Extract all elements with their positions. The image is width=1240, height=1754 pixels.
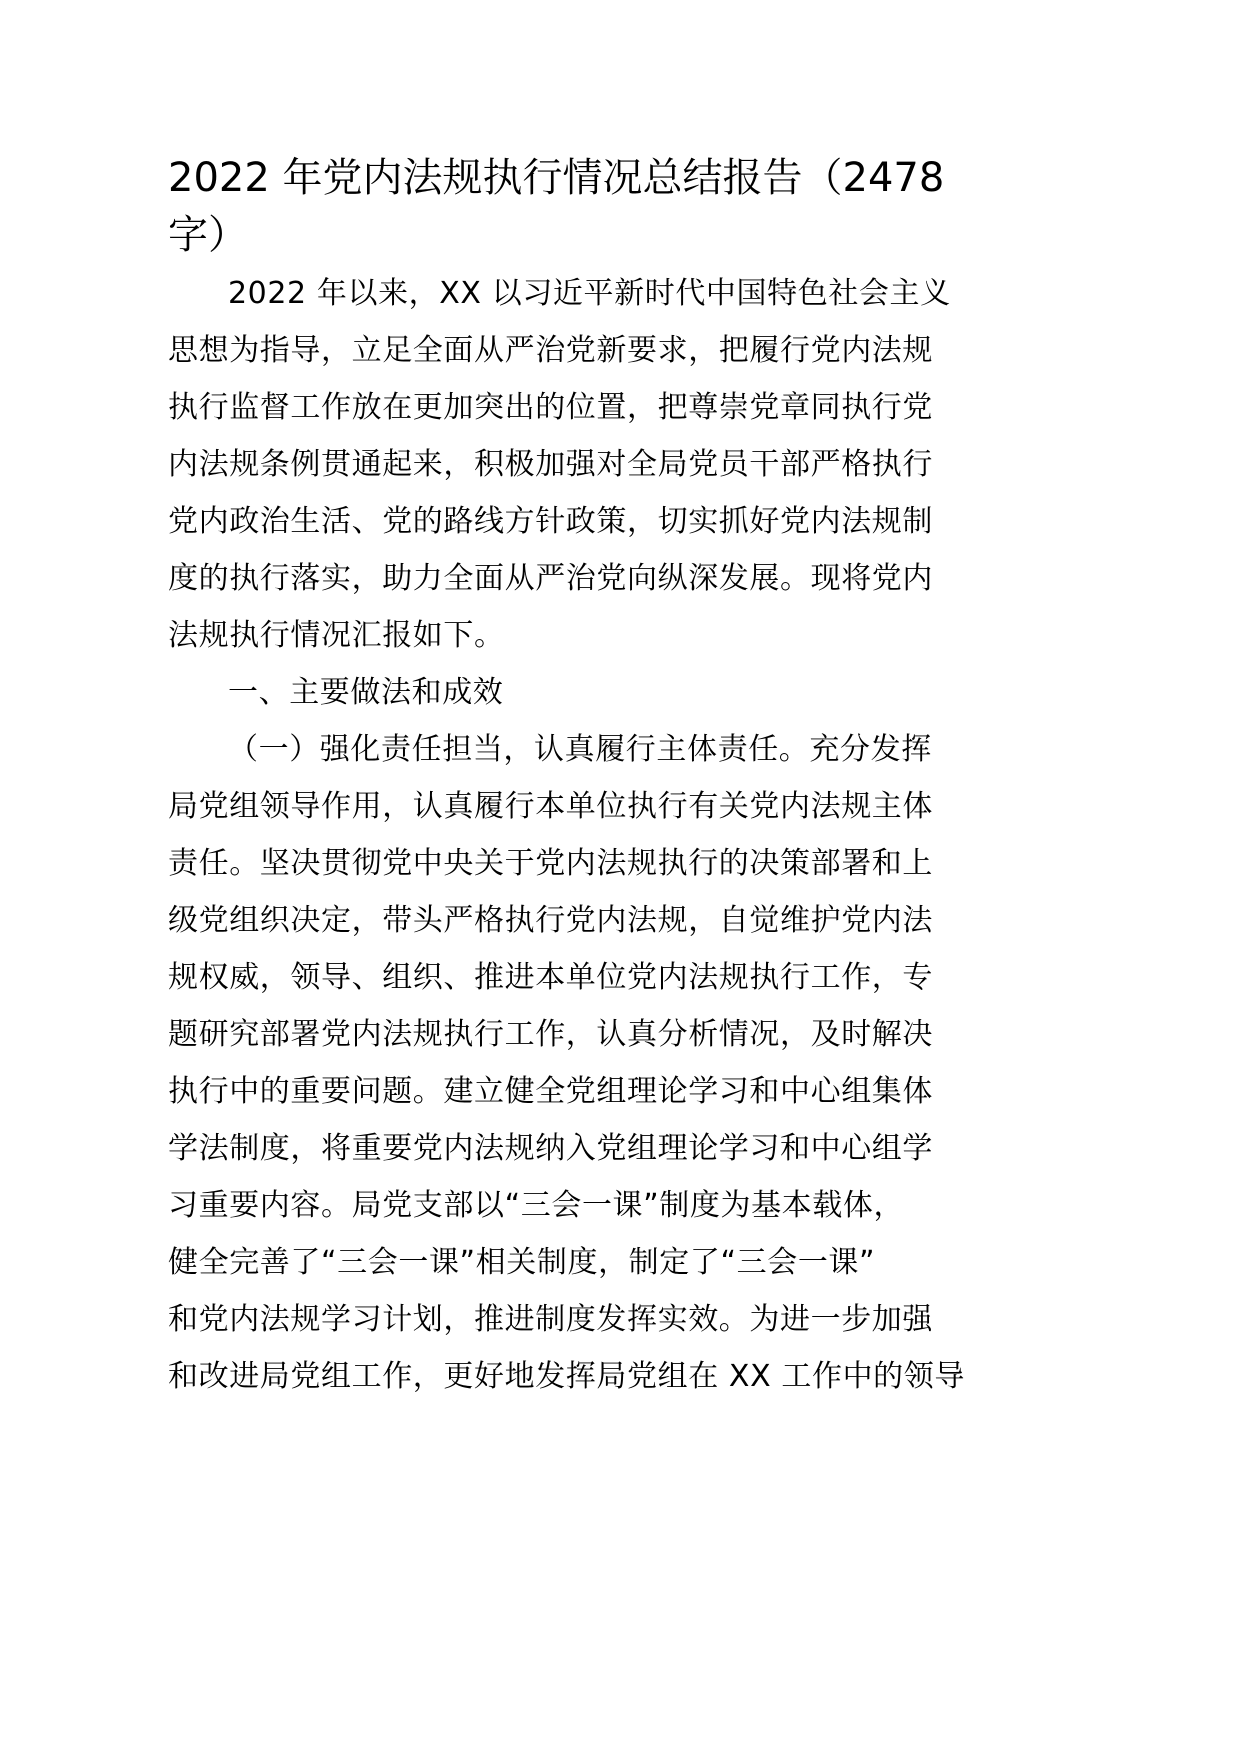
intro-paragraph-line: 度的执行落实，助力全面从严治党向纵深发展。现将党内 [168, 561, 933, 596]
intro-paragraph-line: 党内政治生活、党的路线方针政策，切实抓好党内法规制 [168, 504, 933, 539]
intro-paragraph-line: 执行监督工作放在更加突出的位置，把尊崇党章同执行党 [168, 390, 933, 425]
intro-paragraph-line: 2022 年以来，XX 以习近平新时代中国特色社会主义 [228, 276, 951, 311]
section-paragraph-line: 级党组织决定，带头严格执行党内法规，自觉维护党内法 [168, 903, 933, 938]
section-paragraph-line: （一）强化责任担当，认真履行主体责任。充分发挥 [228, 732, 932, 767]
section-paragraph-line: 责任。坚决贯彻党中央关于党内法规执行的决策部署和上 [168, 846, 933, 881]
intro-paragraph-line: 法规执行情况汇报如下。 [168, 618, 505, 653]
section-paragraph-line: 习重要内容。局党支部以“三会一课”制度为基本载体， [168, 1188, 905, 1223]
section-paragraph-line: 健全完善了“三会一课”相关制度，制定了“三会一课” [168, 1245, 876, 1280]
section-heading: 一、主要做法和成效 [228, 675, 504, 710]
section-paragraph-line: 执行中的重要问题。建立健全党组理论学习和中心组集体 [168, 1074, 933, 1109]
title-line-1: 2022 年党内法规执行情况总结报告（2478 [168, 155, 945, 201]
document-body [168, 265, 965, 1405]
document-title [168, 150, 958, 264]
section-paragraph-line: 和党内法规学习计划，推进制度发挥实效。为进一步加强 [168, 1302, 933, 1337]
section-paragraph-line: 和改进局党组工作，更好地发挥局党组在 XX 工作中的领导 [168, 1359, 965, 1394]
section-paragraph-line: 局党组领导作用，认真履行本单位执行有关党内法规主体 [168, 789, 933, 824]
title-line-2: 字） [168, 212, 248, 258]
intro-paragraph-line: 思想为指导，立足全面从严治党新要求，把履行党内法规 [168, 333, 933, 368]
section-paragraph-line: 题研究部署党内法规执行工作，认真分析情况，及时解决 [168, 1017, 933, 1052]
intro-paragraph-line: 内法规条例贯通起来，积极加强对全局党员干部严格执行 [168, 447, 933, 482]
section-paragraph-line: 学法制度，将重要党内法规纳入党组理论学习和中心组学 [168, 1131, 933, 1166]
section-paragraph-line: 规权威，领导、组织、推进本单位党内法规执行工作，专 [168, 960, 933, 995]
